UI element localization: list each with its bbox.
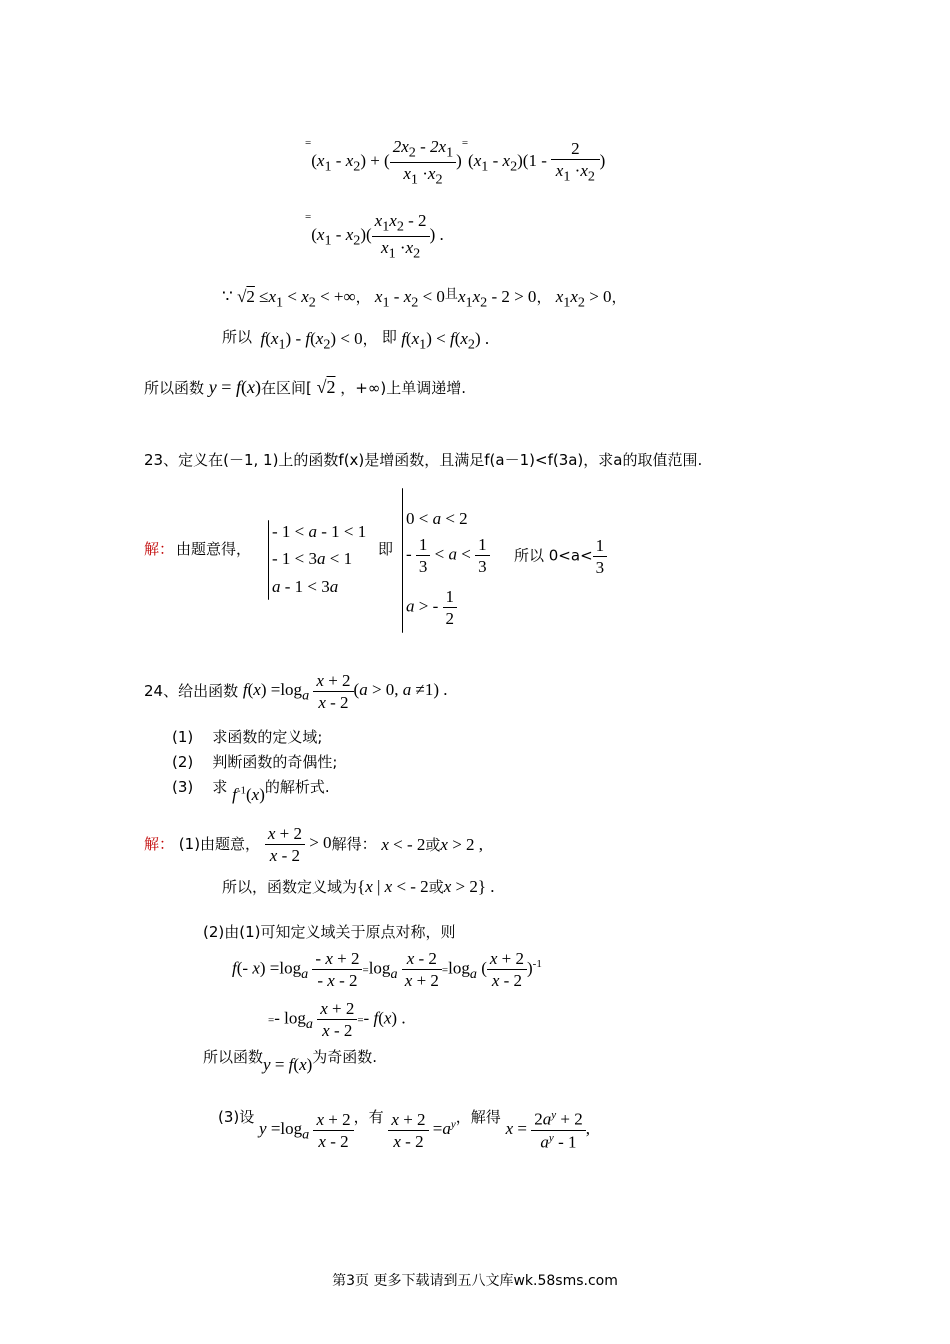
q23-solution: [144, 480, 644, 640]
proof-so1: 所以 $f(x_1) - f(x_2) < 0$， 即 $f(x_1) < f(x_2)$ .: [222, 328, 490, 353]
q23-sys2-row: 0 < a < 2: [406, 509, 468, 528]
q23-sys2-row: a > - $\frac{1}{2}$: [406, 588, 457, 627]
q24-part-2: [172, 755, 337, 770]
q24-part-num: (3): [172, 778, 194, 796]
q24-part-1: [172, 730, 322, 745]
q23-sol-text: 由题意得，: [176, 540, 252, 558]
q23-sys1-row: a - 1 < 3a: [272, 577, 339, 596]
q23-result: [514, 537, 607, 576]
q24-p2-conclusion: 所以函数y = f(x)为奇函数.: [203, 1048, 378, 1074]
q23-brace-2: [402, 488, 403, 633]
q24-part-text: 判断函数的奇偶性;: [212, 753, 338, 771]
q23-brace-1: [268, 520, 269, 600]
q24-p3: (3)设 $y =\log_a$ $\frac{x + 2}{x - 2}$ ，有 $\frac{x + 2}{x - 2}$ $=a^y$，解得 x = $\frac{2a^y + 2}{a^y - 1}$ ,: [218, 1108, 590, 1152]
q24-question: 24、给出函数 $f(x) =\log_a$ $\frac{x + 2}{x - 2}$ (a > 0, a ≠1) .: [144, 671, 448, 712]
q24-part-num: (1): [172, 728, 194, 746]
q23-result-frac: $\frac{1}{3}$: [593, 537, 608, 576]
q23-result-prefix: 所以 0<a<: [514, 546, 593, 565]
q23-sys1-row: - 1 < a - 1 < 1: [272, 522, 367, 541]
q23-sol-label: 解：: [144, 540, 175, 558]
q24-question-prefix: 24、给出函数: [144, 682, 239, 700]
q24-part-3: (3) 求 $f^{-1}(x)$的解析式.: [172, 778, 330, 804]
page-footer: 第3页 更多下载请到五八文库wk.58sms.com: [332, 1273, 618, 1289]
q24-p2-eq1: f(- $x) =\log_a$ $\frac{- x + 2}{- x - 2}$ $=\log_a$ $\frac{x - 2}{x + 2}$ $=\log_a$ ( $\frac{x + 2}{x - 2}$ )$^{-1}$: [232, 949, 542, 990]
q24-p2-eq2: =- $\log_a$ $\frac{x + 2}{x - 2}$ =- f(x) .: [268, 999, 406, 1040]
q23-sys1-row: - 1 < 3a < 1: [272, 549, 353, 568]
proof-eq2: $^=(x_1 - x_2)$( $\frac{x_1x_2 - 2}{x_1 \cdot x_2}$ ) .: [305, 211, 444, 261]
proof-conclusion: 所以函数 y = f(x)在区间[ √2 ，+∞)上单调递增.: [144, 377, 466, 397]
q24-sol-label: 解：: [144, 835, 175, 853]
q24-sol-p1-domain: 所以，函数定义域为{x | x < - 2或x > 2} .: [222, 877, 495, 896]
proof-since: ∵ $√2 \le x_1 < x_2$ < +∞， $x_1 - x_2 < 0^且x_1x_2 - 2 > 0$， $x_1x_2 > 0$，: [222, 287, 627, 311]
q24-sol-p1: 解： (1)由题意， $\frac{x + 2}{x - 2}$ > 0解得： x < - 2或x > 2 ,: [144, 824, 484, 865]
proof-eq1: $^=(x_1 - x_2)$ + ( $\frac{2x_2 - 2x_1}{x_1 \cdot x_2}$ )$^=(x_1 - x_2)(1$ - $\frac{2}{x_1 \cdot x_2}$ ): [305, 137, 606, 187]
q23-sys2-row: - $\frac{1}{3}$ < a < $\frac{1}{3}$: [406, 536, 490, 575]
q24-part-num: (2): [172, 753, 194, 771]
q23-ji: 即: [378, 540, 394, 558]
q23-question: 23、定义在(－1, 1)上的函数f(x)是增函数，且满足f(a－1)<f(3a)，求a的取值范围.: [144, 451, 703, 469]
q24-p2-intro: (2)由(1)可知定义域关于原点对称，则: [203, 923, 456, 941]
q24-part-text: 求函数的定义域;: [212, 728, 323, 746]
